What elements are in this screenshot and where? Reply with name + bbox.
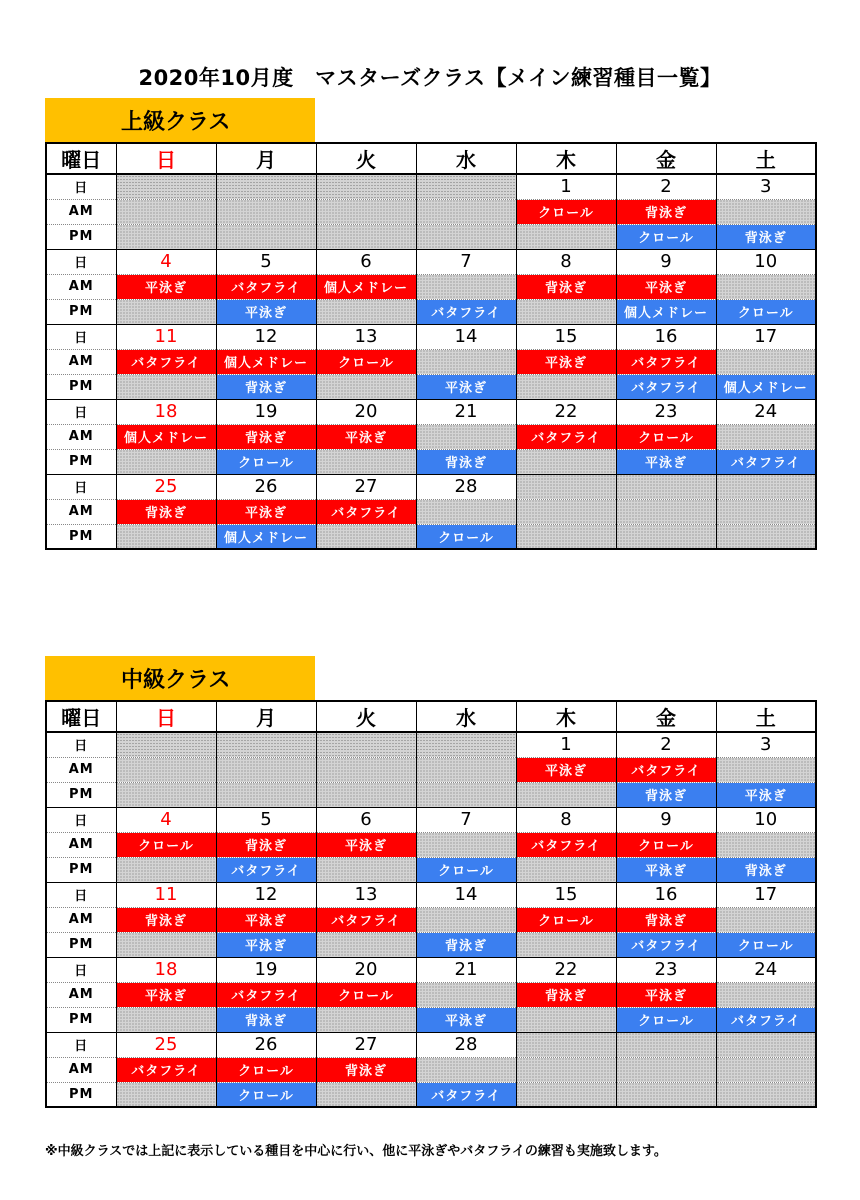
am-stroke-cell: バタフライ <box>516 424 616 449</box>
row-label: AM <box>46 1057 116 1082</box>
date-cell <box>416 732 516 757</box>
pm-stroke-cell: クロール <box>416 524 516 549</box>
date-cell: 24 <box>716 957 816 982</box>
date-cell <box>416 174 516 199</box>
pm-stroke-cell: クロール <box>716 932 816 957</box>
am-stroke-cell <box>416 424 516 449</box>
pm-stroke-cell <box>316 524 416 549</box>
date-cell: 3 <box>716 732 816 757</box>
am-stroke-cell <box>416 274 516 299</box>
week-pm-row <box>46 224 816 249</box>
date-cell: 26 <box>216 1032 316 1057</box>
am-stroke-cell: クロール <box>216 1057 316 1082</box>
am-stroke-cell: 背泳ぎ <box>316 1057 416 1082</box>
weekday-header: 火 <box>316 701 416 732</box>
row-label: PM <box>46 932 116 957</box>
pm-stroke-cell <box>516 1007 616 1032</box>
am-stroke-cell: バタフライ <box>616 757 716 782</box>
date-cell: 2 <box>616 174 716 199</box>
week-pm-row <box>46 1007 816 1032</box>
weekday-label-header: 曜日 <box>46 701 116 732</box>
am-stroke-cell <box>616 499 716 524</box>
weekday-header: 火 <box>316 143 416 174</box>
pm-stroke-cell: 個人メドレー <box>216 524 316 549</box>
pm-stroke-cell: バタフライ <box>716 449 816 474</box>
am-stroke-cell: クロール <box>316 982 416 1007</box>
week-am-row <box>46 274 816 299</box>
header-row <box>46 701 816 732</box>
row-label: AM <box>46 832 116 857</box>
row-label: AM <box>46 982 116 1007</box>
am-stroke-cell <box>616 1057 716 1082</box>
weekday-header: 金 <box>616 701 716 732</box>
pm-stroke-cell: 背泳ぎ <box>716 857 816 882</box>
weekday-label-header: 曜日 <box>46 143 116 174</box>
pm-stroke-cell <box>516 449 616 474</box>
am-stroke-cell <box>416 757 516 782</box>
pm-stroke-cell <box>116 782 216 807</box>
week-pm-row <box>46 374 816 399</box>
row-label: AM <box>46 349 116 374</box>
am-stroke-cell: 個人メドレー <box>116 424 216 449</box>
date-cell: 24 <box>716 399 816 424</box>
row-label: PM <box>46 1007 116 1032</box>
am-stroke-cell: 平泳ぎ <box>316 424 416 449</box>
row-label: PM <box>46 449 116 474</box>
class-label <box>45 656 315 700</box>
class-name: 上級クラス <box>121 109 231 135</box>
row-label: PM <box>46 224 116 249</box>
am-stroke-cell: バタフライ <box>616 349 716 374</box>
pm-stroke-cell: 平泳ぎ <box>616 857 716 882</box>
date-cell: 22 <box>516 399 616 424</box>
am-stroke-cell: 平泳ぎ <box>516 349 616 374</box>
row-label: AM <box>46 274 116 299</box>
am-stroke-cell: 背泳ぎ <box>616 199 716 224</box>
class-label <box>45 98 315 142</box>
pm-stroke-cell <box>316 782 416 807</box>
week-date-row <box>46 174 816 199</box>
date-cell: 12 <box>216 882 316 907</box>
date-cell <box>716 474 816 499</box>
week-date-row <box>46 474 816 499</box>
pm-stroke-cell <box>516 224 616 249</box>
row-label: AM <box>46 499 116 524</box>
pm-stroke-cell: 個人メドレー <box>716 374 816 399</box>
date-cell: 25 <box>116 474 216 499</box>
week-am-row <box>46 982 816 1007</box>
pm-stroke-cell <box>516 524 616 549</box>
am-stroke-cell: 背泳ぎ <box>116 499 216 524</box>
pm-stroke-cell: バタフライ <box>416 1082 516 1107</box>
weekday-header: 金 <box>616 143 716 174</box>
date-cell <box>316 174 416 199</box>
pm-stroke-cell <box>516 857 616 882</box>
date-cell: 5 <box>216 249 316 274</box>
am-stroke-cell: 個人メドレー <box>316 274 416 299</box>
am-stroke-cell <box>116 199 216 224</box>
pm-stroke-cell <box>116 449 216 474</box>
pm-stroke-cell <box>716 1082 816 1107</box>
pm-stroke-cell: クロール <box>416 857 516 882</box>
week-pm-row <box>46 449 816 474</box>
date-cell: 23 <box>616 399 716 424</box>
am-stroke-cell <box>316 199 416 224</box>
date-cell: 23 <box>616 957 716 982</box>
row-label: 日 <box>46 807 116 832</box>
week-pm-row <box>46 932 816 957</box>
am-stroke-cell: バタフライ <box>316 499 416 524</box>
date-cell <box>616 1032 716 1057</box>
date-cell <box>516 474 616 499</box>
am-stroke-cell <box>516 499 616 524</box>
row-label: PM <box>46 857 116 882</box>
pm-stroke-cell: 背泳ぎ <box>416 932 516 957</box>
date-cell <box>616 474 716 499</box>
pm-stroke-cell: 背泳ぎ <box>616 782 716 807</box>
week-pm-row <box>46 524 816 549</box>
date-cell: 18 <box>116 399 216 424</box>
date-cell: 15 <box>516 324 616 349</box>
pm-stroke-cell <box>116 857 216 882</box>
pm-stroke-cell <box>716 524 816 549</box>
date-cell <box>116 174 216 199</box>
weekday-header: 水 <box>416 143 516 174</box>
pm-stroke-cell <box>616 1082 716 1107</box>
row-label: 日 <box>46 399 116 424</box>
class-name: 中級クラス <box>121 667 231 693</box>
pm-stroke-cell <box>516 374 616 399</box>
pm-stroke-cell: バタフライ <box>616 932 716 957</box>
date-cell: 16 <box>616 324 716 349</box>
am-stroke-cell: 背泳ぎ <box>216 832 316 857</box>
pm-stroke-cell <box>316 857 416 882</box>
pm-stroke-cell <box>116 1082 216 1107</box>
row-label: 日 <box>46 732 116 757</box>
am-stroke-cell: 背泳ぎ <box>516 982 616 1007</box>
week-am-row <box>46 907 816 932</box>
am-stroke-cell: クロール <box>116 832 216 857</box>
weekday-header: 月 <box>216 143 316 174</box>
am-stroke-cell <box>716 832 816 857</box>
footnote: ※中級クラスでは上記に表示している種目を中心に行い、他に平泳ぎやバタフライの練習も実施致します。 <box>45 1144 667 1159</box>
row-label: AM <box>46 757 116 782</box>
date-cell: 17 <box>716 882 816 907</box>
week-pm-row <box>46 1082 816 1107</box>
am-stroke-cell <box>416 907 516 932</box>
row-label: PM <box>46 374 116 399</box>
date-cell: 6 <box>316 807 416 832</box>
am-stroke-cell <box>416 832 516 857</box>
week-date-row <box>46 807 816 832</box>
am-stroke-cell: バタフライ <box>116 1057 216 1082</box>
week-date-row <box>46 324 816 349</box>
date-cell: 1 <box>516 732 616 757</box>
date-cell <box>216 732 316 757</box>
date-cell: 10 <box>716 807 816 832</box>
am-stroke-cell: 平泳ぎ <box>516 757 616 782</box>
am-stroke-cell: 平泳ぎ <box>216 907 316 932</box>
week-date-row <box>46 399 816 424</box>
week-am-row <box>46 349 816 374</box>
pm-stroke-cell: 平泳ぎ <box>216 932 316 957</box>
date-cell: 2 <box>616 732 716 757</box>
am-stroke-cell <box>716 199 816 224</box>
week-am-row <box>46 757 816 782</box>
date-cell: 18 <box>116 957 216 982</box>
am-stroke-cell: 平泳ぎ <box>216 499 316 524</box>
am-stroke-cell: クロール <box>616 424 716 449</box>
pm-stroke-cell <box>116 1007 216 1032</box>
date-cell: 12 <box>216 324 316 349</box>
schedule-table <box>45 700 817 1108</box>
date-cell: 9 <box>616 249 716 274</box>
date-cell: 9 <box>616 807 716 832</box>
pm-stroke-cell <box>116 374 216 399</box>
pm-stroke-cell <box>616 524 716 549</box>
pm-stroke-cell: 背泳ぎ <box>716 224 816 249</box>
pm-stroke-cell: バタフライ <box>716 1007 816 1032</box>
advanced-class-section <box>45 98 815 550</box>
am-stroke-cell <box>716 274 816 299</box>
pm-stroke-cell: バタフライ <box>616 374 716 399</box>
date-cell: 19 <box>216 399 316 424</box>
row-label: PM <box>46 524 116 549</box>
row-label: 日 <box>46 174 116 199</box>
date-cell: 4 <box>116 807 216 832</box>
pm-stroke-cell <box>116 932 216 957</box>
week-date-row <box>46 882 816 907</box>
weekday-header: 土 <box>716 701 816 732</box>
week-am-row <box>46 499 816 524</box>
date-cell: 13 <box>316 882 416 907</box>
row-label: PM <box>46 1082 116 1107</box>
pm-stroke-cell: 平泳ぎ <box>216 299 316 324</box>
week-date-row <box>46 1032 816 1057</box>
pm-stroke-cell <box>316 374 416 399</box>
date-cell: 19 <box>216 957 316 982</box>
date-cell: 15 <box>516 882 616 907</box>
date-cell: 13 <box>316 324 416 349</box>
am-stroke-cell: 背泳ぎ <box>216 424 316 449</box>
date-cell <box>116 732 216 757</box>
week-am-row <box>46 199 816 224</box>
am-stroke-cell <box>316 757 416 782</box>
am-stroke-cell <box>216 199 316 224</box>
row-label: PM <box>46 299 116 324</box>
week-date-row <box>46 249 816 274</box>
pm-stroke-cell: 背泳ぎ <box>216 374 316 399</box>
am-stroke-cell: 平泳ぎ <box>116 274 216 299</box>
date-cell: 25 <box>116 1032 216 1057</box>
date-cell <box>316 732 416 757</box>
pm-stroke-cell <box>116 224 216 249</box>
weekday-header: 日 <box>116 701 216 732</box>
row-label: AM <box>46 424 116 449</box>
weekday-header: 日 <box>116 143 216 174</box>
pm-stroke-cell <box>516 1082 616 1107</box>
am-stroke-cell <box>716 982 816 1007</box>
am-stroke-cell: バタフライ <box>216 274 316 299</box>
date-cell: 21 <box>416 399 516 424</box>
am-stroke-cell <box>116 757 216 782</box>
am-stroke-cell: 平泳ぎ <box>116 982 216 1007</box>
am-stroke-cell: 背泳ぎ <box>116 907 216 932</box>
pm-stroke-cell: クロール <box>716 299 816 324</box>
weekday-header: 土 <box>716 143 816 174</box>
pm-stroke-cell: 背泳ぎ <box>416 449 516 474</box>
am-stroke-cell: クロール <box>316 349 416 374</box>
am-stroke-cell <box>716 499 816 524</box>
pm-stroke-cell: 平泳ぎ <box>416 1007 516 1032</box>
date-cell: 8 <box>516 249 616 274</box>
pm-stroke-cell <box>316 299 416 324</box>
pm-stroke-cell: バタフライ <box>216 857 316 882</box>
date-cell: 8 <box>516 807 616 832</box>
date-cell: 16 <box>616 882 716 907</box>
date-cell: 28 <box>416 474 516 499</box>
week-date-row <box>46 957 816 982</box>
date-cell <box>516 1032 616 1057</box>
am-stroke-cell: バタフライ <box>516 832 616 857</box>
row-label: AM <box>46 907 116 932</box>
pm-stroke-cell <box>116 299 216 324</box>
date-cell: 6 <box>316 249 416 274</box>
pm-stroke-cell <box>316 224 416 249</box>
pm-stroke-cell <box>516 932 616 957</box>
weekday-header: 水 <box>416 701 516 732</box>
pm-stroke-cell <box>416 782 516 807</box>
pm-stroke-cell <box>216 782 316 807</box>
week-am-row <box>46 832 816 857</box>
schedule-table <box>45 142 817 550</box>
row-label: PM <box>46 782 116 807</box>
date-cell: 5 <box>216 807 316 832</box>
pm-stroke-cell <box>316 932 416 957</box>
date-cell: 14 <box>416 882 516 907</box>
week-pm-row <box>46 299 816 324</box>
am-stroke-cell <box>716 424 816 449</box>
am-stroke-cell <box>716 757 816 782</box>
date-cell <box>216 174 316 199</box>
date-cell: 27 <box>316 474 416 499</box>
pm-stroke-cell: クロール <box>616 1007 716 1032</box>
weekday-header: 木 <box>516 701 616 732</box>
week-am-row <box>46 424 816 449</box>
am-stroke-cell <box>516 1057 616 1082</box>
pm-stroke-cell: 平泳ぎ <box>416 374 516 399</box>
page-title: 2020年10月度 マスターズクラス【メイン練習種目一覧】 <box>138 66 722 90</box>
pm-stroke-cell: クロール <box>216 1082 316 1107</box>
date-cell: 27 <box>316 1032 416 1057</box>
am-stroke-cell: 平泳ぎ <box>616 982 716 1007</box>
am-stroke-cell: バタフライ <box>116 349 216 374</box>
intermediate-class-section <box>45 656 815 1108</box>
pm-stroke-cell <box>316 1007 416 1032</box>
am-stroke-cell <box>416 199 516 224</box>
am-stroke-cell <box>416 1057 516 1082</box>
date-cell: 28 <box>416 1032 516 1057</box>
row-label: 日 <box>46 249 116 274</box>
date-cell: 11 <box>116 324 216 349</box>
date-cell: 20 <box>316 957 416 982</box>
date-cell: 7 <box>416 807 516 832</box>
weekday-header: 月 <box>216 701 316 732</box>
pm-stroke-cell <box>516 782 616 807</box>
pm-stroke-cell: 平泳ぎ <box>616 449 716 474</box>
row-label: 日 <box>46 1032 116 1057</box>
week-pm-row <box>46 782 816 807</box>
am-stroke-cell: 平泳ぎ <box>316 832 416 857</box>
pm-stroke-cell <box>316 1082 416 1107</box>
pm-stroke-cell <box>316 449 416 474</box>
am-stroke-cell: クロール <box>516 199 616 224</box>
row-label: 日 <box>46 882 116 907</box>
date-cell: 1 <box>516 174 616 199</box>
date-cell: 26 <box>216 474 316 499</box>
row-label: 日 <box>46 474 116 499</box>
week-am-row <box>46 1057 816 1082</box>
am-stroke-cell: クロール <box>616 832 716 857</box>
am-stroke-cell <box>716 349 816 374</box>
am-stroke-cell: クロール <box>516 907 616 932</box>
row-label: 日 <box>46 324 116 349</box>
week-date-row <box>46 732 816 757</box>
pm-stroke-cell: クロール <box>616 224 716 249</box>
am-stroke-cell: 平泳ぎ <box>616 274 716 299</box>
am-stroke-cell <box>716 1057 816 1082</box>
pm-stroke-cell: クロール <box>216 449 316 474</box>
weekday-header: 木 <box>516 143 616 174</box>
date-cell: 7 <box>416 249 516 274</box>
am-stroke-cell: バタフライ <box>216 982 316 1007</box>
pm-stroke-cell: バタフライ <box>416 299 516 324</box>
row-label: AM <box>46 199 116 224</box>
pm-stroke-cell <box>116 524 216 549</box>
am-stroke-cell <box>416 982 516 1007</box>
am-stroke-cell <box>416 499 516 524</box>
am-stroke-cell: 背泳ぎ <box>616 907 716 932</box>
date-cell: 4 <box>116 249 216 274</box>
date-cell <box>716 1032 816 1057</box>
pm-stroke-cell <box>416 224 516 249</box>
pm-stroke-cell: 個人メドレー <box>616 299 716 324</box>
am-stroke-cell <box>216 757 316 782</box>
pm-stroke-cell: 背泳ぎ <box>216 1007 316 1032</box>
date-cell: 21 <box>416 957 516 982</box>
am-stroke-cell: 個人メドレー <box>216 349 316 374</box>
row-label: 日 <box>46 957 116 982</box>
header-row <box>46 143 816 174</box>
date-cell: 10 <box>716 249 816 274</box>
am-stroke-cell <box>716 907 816 932</box>
date-cell: 11 <box>116 882 216 907</box>
date-cell: 14 <box>416 324 516 349</box>
am-stroke-cell: 背泳ぎ <box>516 274 616 299</box>
pm-stroke-cell: 平泳ぎ <box>716 782 816 807</box>
date-cell: 3 <box>716 174 816 199</box>
date-cell: 17 <box>716 324 816 349</box>
pm-stroke-cell <box>516 299 616 324</box>
date-cell: 20 <box>316 399 416 424</box>
date-cell: 22 <box>516 957 616 982</box>
pm-stroke-cell <box>216 224 316 249</box>
am-stroke-cell <box>416 349 516 374</box>
week-pm-row <box>46 857 816 882</box>
am-stroke-cell: バタフライ <box>316 907 416 932</box>
